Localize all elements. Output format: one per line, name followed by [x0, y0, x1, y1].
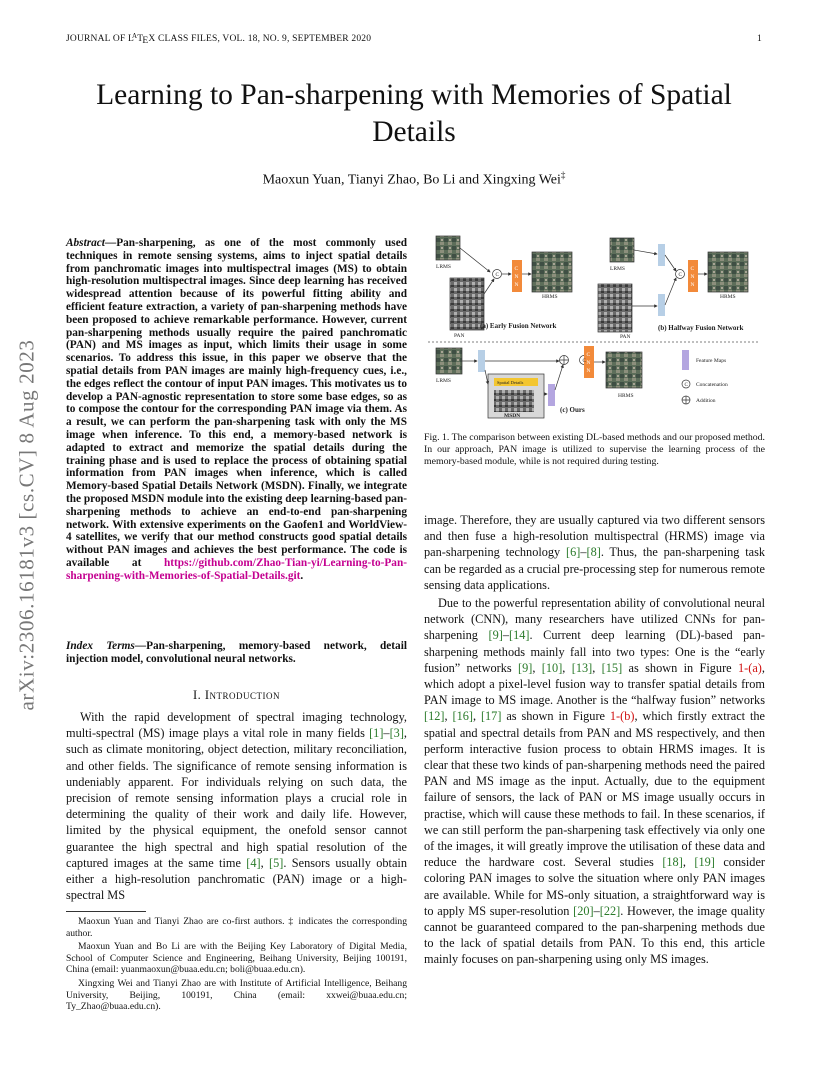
text-run: With the rapid development of spectral imaging technology, multi-spectral (MS) image plays a vital role in many fields: [66, 710, 407, 741]
text-run: , such as climate monitoring, object detection, military reconciliation, and other fields. The significance of remote sensing information is undeniably apparent. For individuals relying on such data, the precision of remote sensing information plays a crucial role in determining the quality of their work and daily life. However, limited by the physical equipment, the onefold sensor cannot guarantee the high spectral and high spatial resolution of the captured images at the same time: [66, 726, 407, 870]
hrms-thumbnail: [708, 252, 748, 292]
citation-link[interactable]: [3]: [389, 726, 404, 741]
pan-thumbnail: [450, 278, 484, 330]
text-run: as shown in Figure: [501, 709, 610, 724]
svg-text:N: N: [514, 282, 519, 288]
footnote: Xingxing Wei and Tianyi Zhao are with Institute of Artificial Intelligence, Beihang University, Beijing, 100191, China (email: xxwei@buaa.edu.cn; Ty_Zhao@buaa.edu.cn).: [66, 977, 407, 1013]
citation-link[interactable]: [15]: [601, 660, 623, 675]
feature-map: [478, 350, 485, 372]
text-run: . Sensors usually obtain either a high-resolution panchromatic (PAN) image or a high-spectral MS: [66, 855, 407, 903]
text-run: –: [383, 726, 390, 741]
svg-text:N: N: [586, 368, 591, 374]
text-run: . Current deep learning (DL)-based pan-sharpening methods mainly fall into two types: One is the “early fusion” networks: [424, 628, 766, 675]
citation-link[interactable]: [9]: [488, 628, 503, 643]
text-run: ,: [592, 660, 602, 675]
text-run: as shown in Figure: [622, 660, 738, 675]
text-run: –: [502, 628, 510, 643]
svg-text:Concatenation: Concatenation: [696, 382, 728, 388]
pan-thumbnail: [598, 284, 632, 332]
text-run: –: [593, 903, 600, 918]
body-paragraph: image. Therefore, they are usually captured via two different sensors and then fuse a high-resolution multispectral (HRMS) image via pan-sharpening technology [6]–[8]. Thus, the pan-sharpening task can be regarded as a crucial pre-processing step for numerous remote sensing data applications.: [424, 513, 766, 592]
hrms-thumbnail: [606, 352, 642, 388]
feature-map: [658, 294, 665, 316]
author-list: Maoxun Yuan, Tianyi Zhao, Bo Li and Xingxing Wei‡: [262, 170, 566, 188]
abstract: Abstract—Pan-sharpening, as one of the most commonly used techniques in remote sensing systems, aims to inject spatial details from panchromatic images into multispectral images (MS) to obtain high-resolution multispectral images. Since deep learning has received widespread attention because of its powerful fitting ability and efficient feature extraction, a variety of pan-sharpening methods have been proposed to achieve remarkable performance. However, current pan-sharpening methods usually require the paired panchromatic (PAN) and MS images as input, which limits their usage in some scenarios. To address this issue, in this paper we observe that the spatial details from PAN images are mainly high-frequency cues, i.e., the edges reflect the contour of input PAN images. This motivates us to develop a PAN-agnostic representation to store some base edges, so as to compose the contour for the corresponding PAN image via them. As a result, we can perform the pan-sharpening task with only the MS image when inference. To this end, a memory-based network is adapted to extract and memorize the spatial details during the training phase and is used to replace the process of obtaining spatial information from PAN images when inference, which is called Memory-based Spatial Details Network (MSDN). Finally, we integrate the proposed MSDN module into the existing deep learning-based pan-sharpening methods to achieve an end-to-end pan-sharpening network. With extensive experiments on the Gaofen1 and WorldView-4 satellites, we verify that our method constructs good spatial details without PAN images and achieves the best performance. The code is available at https://github.com/Zhao-Tian-yi/Learning-to-Pan-sharpening-with-Memories-of-Spatial-Details.git.: [66, 237, 407, 582]
svg-text:LRMS: LRMS: [610, 266, 625, 272]
section-heading: I. Introduction: [192, 688, 281, 702]
citation-link[interactable]: [18]: [662, 855, 683, 870]
svg-text:N: N: [690, 274, 695, 280]
text-run: . However, the image quality cannot be guaranteed compared to the pan-sharpening methods due to the lack of spatial details from PAN. To this end, this article mainly focuses on pan-sharpening using only MS images.: [424, 903, 765, 967]
svg-text:C: C: [690, 266, 695, 272]
code-link[interactable]: https://github.com/Zhao-Tian-yi/Learning-to-Pan-sharpening-with-Memories-of-Spatial-Details.git: [66, 556, 407, 582]
svg-text:N: N: [690, 282, 695, 288]
citation-link[interactable]: [1]: [369, 726, 384, 741]
footnote-rule: [66, 911, 146, 912]
svg-text:C: C: [514, 266, 519, 272]
text-run: Due to the powerful representation ability of convolutional neural network (CNN), many researchers have utilized CNNs for pan-sharpening: [424, 596, 765, 643]
lrms-thumbnail: [610, 238, 634, 262]
running-header: JOURNAL OF $L^ATEX$ CLASS FILES, VOL. 18, NO. 9, SEPTEMBER 2020: [66, 32, 372, 46]
arxiv-stamp: arXiv:2306.16181v3 [cs.CV] 8 Aug 2023: [14, 339, 39, 711]
figure-link[interactable]: 1-(b): [609, 709, 635, 724]
svg-text:Feature Maps: Feature Maps: [696, 358, 727, 364]
text-run: ,: [472, 709, 481, 724]
citation-link[interactable]: [16]: [452, 709, 473, 724]
citation-link[interactable]: [12]: [424, 709, 445, 724]
footnote: Maoxun Yuan and Bo Li are with the Beijing Key Laboratory of Digital Media, School of Computer Science and Engineering, Beihang University, Beijing 100191, China (email: yuanmaoxun@buaa.edu.cn; boli@buaa.edu.cn).: [66, 941, 407, 976]
svg-text:C: C: [582, 359, 586, 364]
svg-text:C: C: [678, 273, 682, 278]
svg-text:N: N: [586, 360, 591, 366]
text-run: ,: [532, 660, 542, 675]
citation-link[interactable]: [5]: [269, 855, 284, 870]
text-run: consider coloring PAN images to solve the situation where only PAN images are available. While for MS-only situation, a straightforward way is to apply MS super-resolution: [424, 855, 766, 918]
svg-text:Addition: Addition: [696, 398, 716, 404]
svg-text:C: C: [495, 273, 499, 278]
paper-title: Learning to Pan-sharpening with Memories of Spatial Details: [96, 79, 732, 148]
svg-text:HRMS: HRMS: [542, 294, 558, 300]
intro-paragraph: [66, 709, 407, 903]
citation-link[interactable]: [19]: [694, 855, 715, 870]
citation-link[interactable]: [13]: [571, 660, 593, 675]
svg-text:Spatial Details: Spatial Details: [497, 380, 524, 385]
svg-text:(c) Ours: (c) Ours: [560, 406, 585, 414]
svg-text:N: N: [514, 274, 519, 280]
svg-text:LRMS: LRMS: [436, 264, 451, 270]
citation-link[interactable]: [4]: [246, 855, 261, 870]
page-number: 1: [757, 34, 762, 44]
index-terms: Index Terms—Pan-sharpening, memory-based network, detail injection model, convolutional neural networks.: [66, 640, 407, 665]
text-run: , which firstly extract the spatial and spectral details from PAN and MS respectively, and then perform interactive fusion process to obtain HRMS images. It is clear that these two kinds of pan-sharpening methods need the paired PAN and MS image as the input. Actually, due to the equipment failure of sensors, the lack of PAN or MS image usually occurs in practise, which will cause these methods to fail. In these scenarios, if we can still perform the pan-sharpening task effectively via only one of the images, it will greatly improve the utilisation of these data and reduce the hardware cost. Several studies: [424, 709, 765, 870]
svg-text:LRMS: LRMS: [436, 378, 451, 384]
svg-text:PAN: PAN: [454, 333, 465, 339]
svg-text:HRMS: HRMS: [618, 393, 634, 399]
body-paragraph: [424, 595, 765, 968]
text-run: , which adopt a pixel-level fusion way to transfer spatial details from PAN image to MS image. Another is the “halfway fusion” networks: [424, 660, 765, 708]
feature-map: [658, 244, 665, 266]
text-run: ,: [260, 855, 270, 870]
citation-link[interactable]: [10]: [541, 660, 563, 675]
svg-text:PAN: PAN: [620, 334, 631, 340]
text-run: ,: [682, 855, 695, 870]
citation-link[interactable]: [14]: [509, 628, 530, 643]
footnote: Maoxun Yuan and Tianyi Zhao are co-first authors. ‡ indicates the corresponding author.: [66, 916, 407, 939]
legend-feature-map: [682, 350, 689, 370]
svg-text:(b) Halfway Fusion Network: (b) Halfway Fusion Network: [658, 324, 744, 332]
citation-link[interactable]: [9]: [518, 660, 533, 675]
text-run: ,: [562, 660, 572, 675]
figure-1: [424, 234, 764, 424]
svg-text:(a) Early Fusion Network: (a) Early Fusion Network: [480, 322, 557, 330]
figure-caption: Fig. 1. The comparison between existing DL-based methods and our proposed method. In our approach, PAN image is utilized to supervise the learning process of the memory-based module, while is not required during testing.: [424, 432, 766, 467]
svg-text:C: C: [684, 383, 688, 388]
citation-link[interactable]: [22]: [599, 903, 621, 918]
figure-link[interactable]: 1-(a): [738, 660, 762, 675]
citation-link[interactable]: [17]: [480, 709, 502, 724]
feature-map: [548, 384, 555, 406]
svg-text:HRMS: HRMS: [720, 294, 736, 300]
lrms-thumbnail: [436, 236, 460, 260]
hrms-thumbnail: [532, 252, 572, 292]
footnotes: [66, 916, 407, 1015]
svg-text:MSDN: MSDN: [504, 413, 521, 419]
text-run: ,: [444, 709, 453, 724]
citation-link[interactable]: [20]: [573, 903, 594, 918]
lrms-thumbnail: [436, 348, 462, 374]
svg-text:C: C: [586, 352, 591, 358]
